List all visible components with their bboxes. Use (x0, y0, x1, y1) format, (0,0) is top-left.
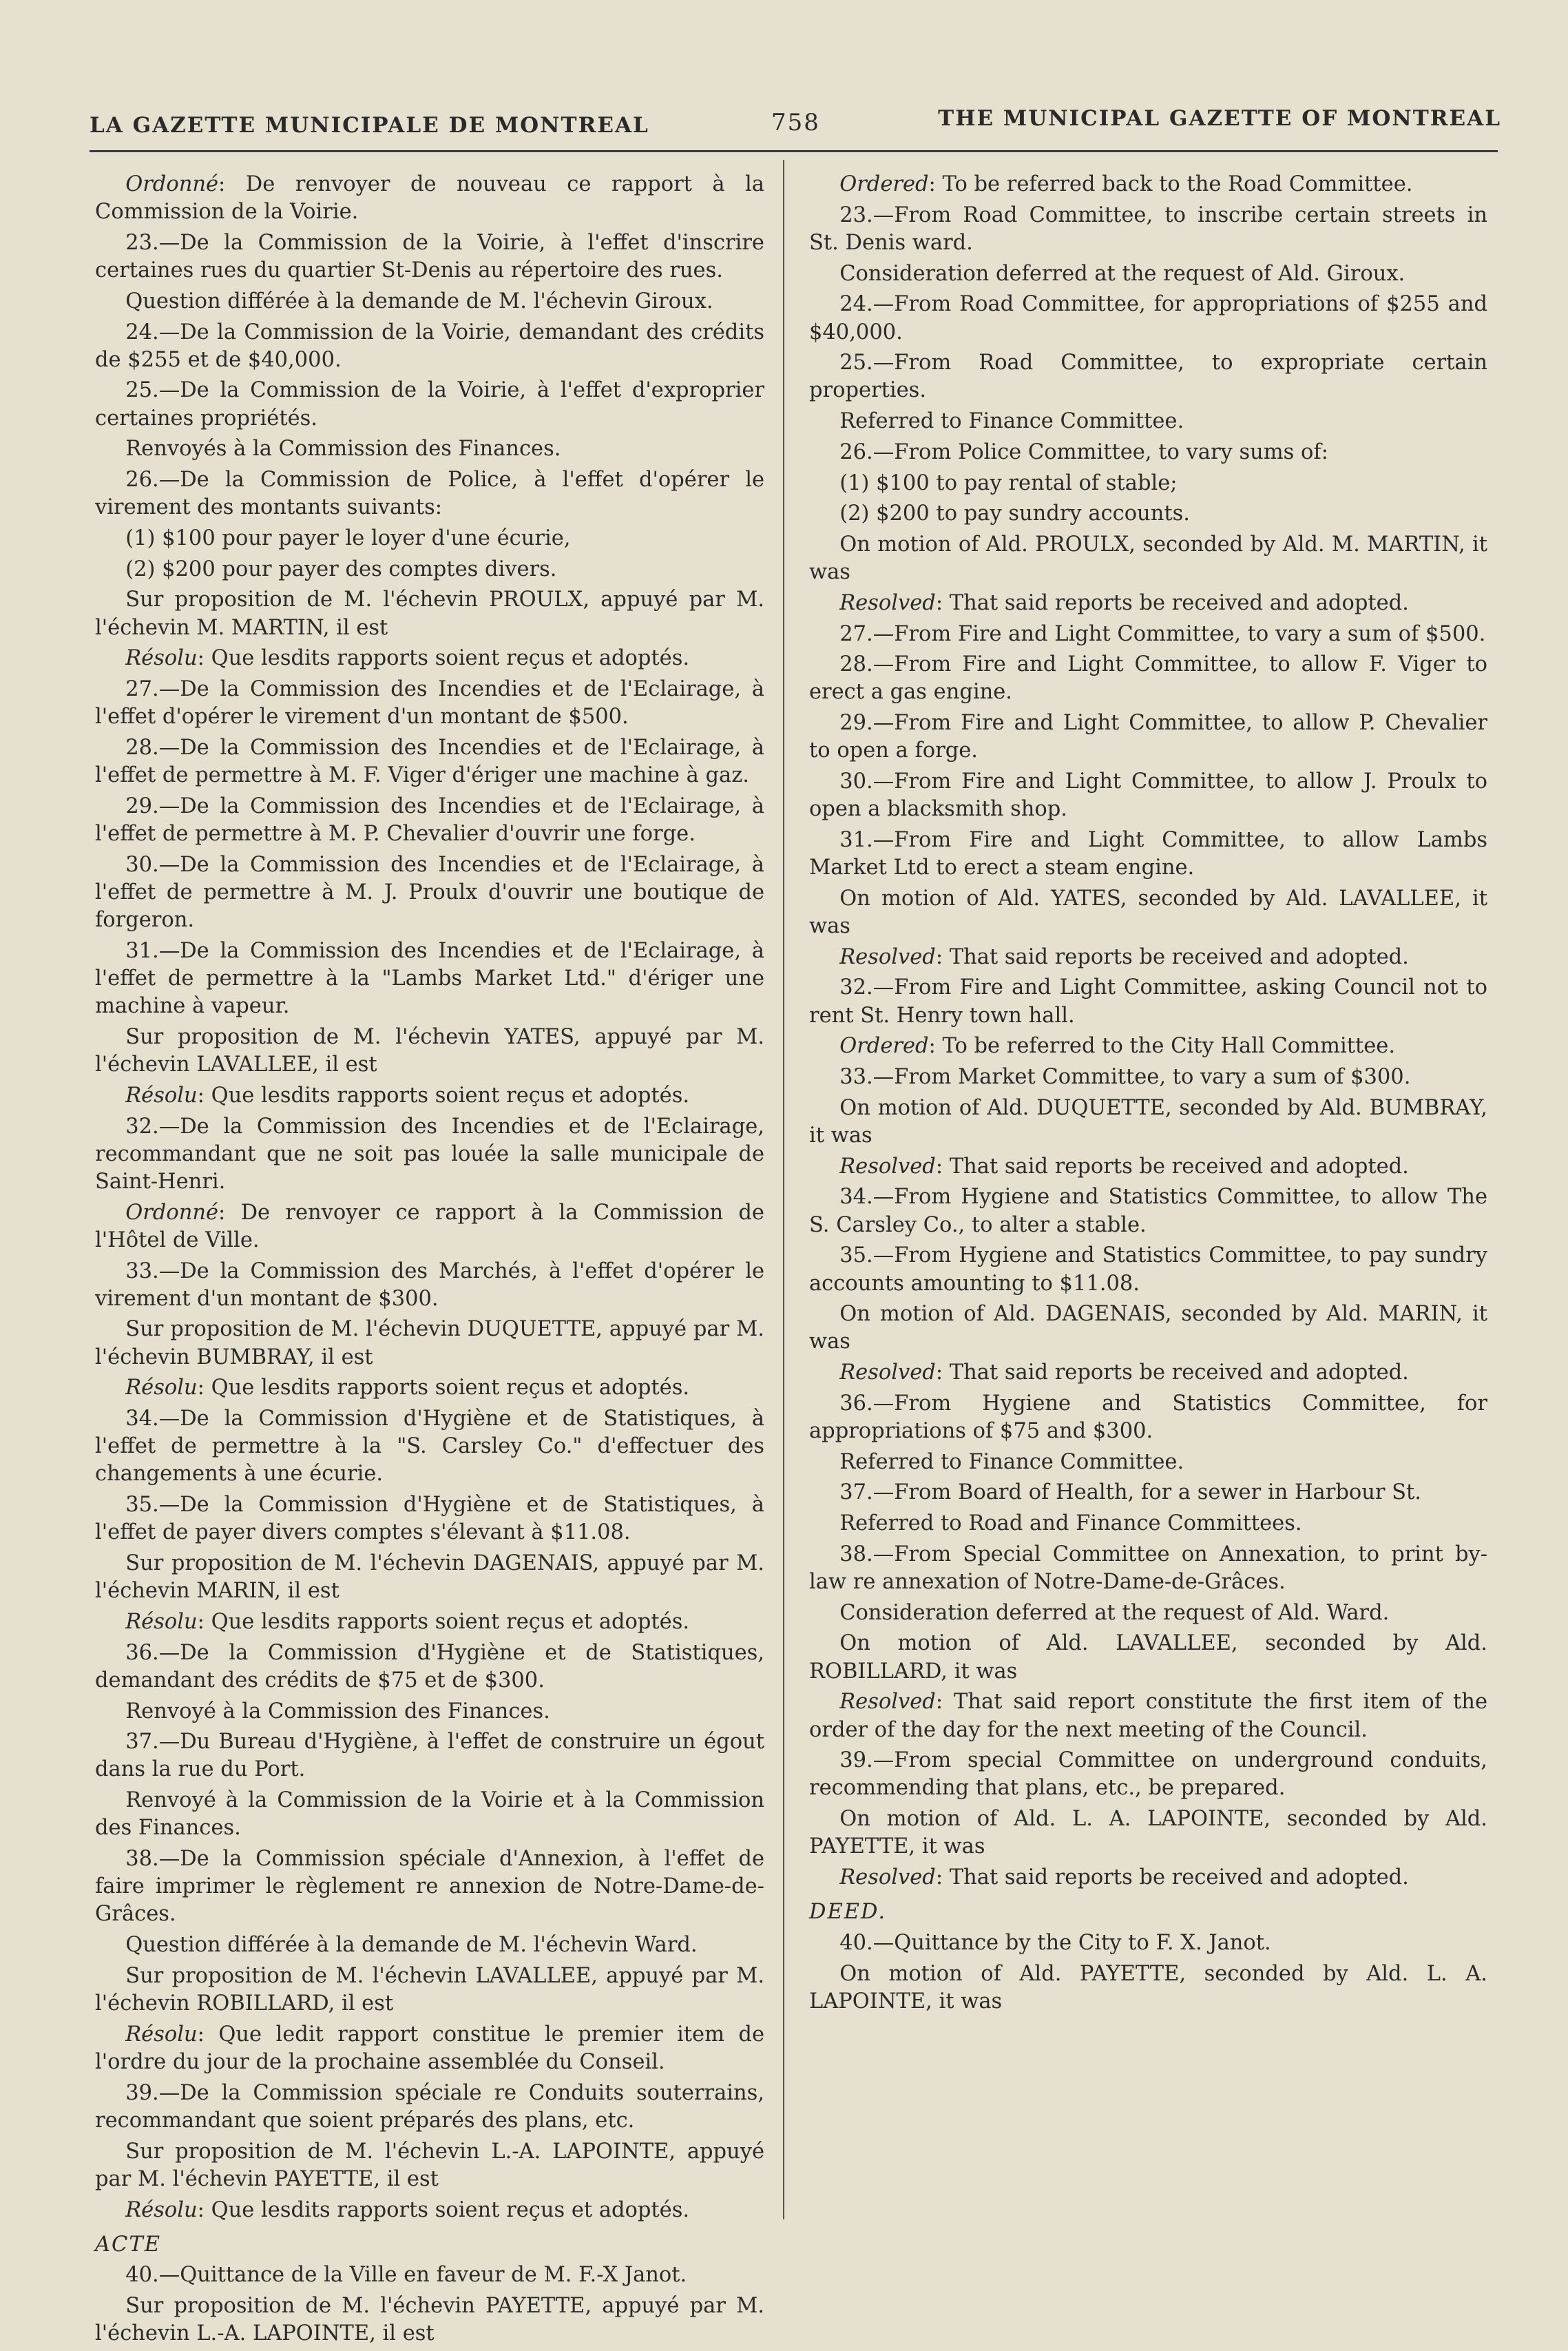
header-right-title: THE MUNICIPAL GAZETTE OF MONTREAL (938, 106, 1501, 131)
paragraph (95, 1931, 764, 1959)
paragraph-text: : To be referred back to the Road Committee. (928, 172, 1413, 196)
paragraph-label: Resolved (839, 1360, 936, 1385)
paragraph (95, 1316, 764, 1371)
paragraph (95, 288, 764, 315)
paragraph (809, 1359, 1487, 1387)
paragraph-text: Sur proposition de M. l'échevin LAVALLEE, appuyé par M. l'échevin ROBILLARD, il est (95, 1963, 764, 2016)
paragraph (95, 1199, 764, 1254)
paragraph-text: 29.—From Fire and Light Committee, to allow P. Chevalier to open a forge. (809, 711, 1487, 763)
paragraph-text: Renvoyés à la Commission des Finances. (125, 437, 561, 462)
paragraph (809, 349, 1487, 404)
paragraph (809, 590, 1487, 617)
paragraph-text: On motion of Ald. PROULX, seconded by Ald. M. MARTIN, it was (809, 532, 1487, 585)
paragraph-text: 24.—From Road Committee, for appropriations of $255 and $40,000. (809, 292, 1487, 344)
paragraph-text: Sur proposition de M. l'échevin DUQUETTE, appuyé par M. l'échevin BUMBRAY, il est (95, 1317, 764, 1369)
paragraph (809, 1960, 1487, 2016)
paragraph-text: : That said reports be received and adopted. (935, 944, 1409, 969)
paragraph-label: Ordered (839, 172, 929, 196)
paragraph-text: On motion of Ald. LAVALLEE, seconded by Ald. ROBILLARD, it was (809, 1631, 1487, 1684)
paragraph-text: Question différée à la demande de M. l'échevin Giroux. (125, 289, 713, 313)
paragraph-text: On motion of Ald. YATES, seconded by Ald. LAVALLEE, it was (809, 886, 1487, 939)
paragraph-text: : That said reports be received and adopted. (935, 1154, 1409, 1179)
paragraph (809, 974, 1487, 1029)
paragraph (95, 556, 764, 583)
paragraph-text: 36.—De la Commission d'Hygiène et de Statistiques, demandant des crédits de $75 et de $300. (95, 1640, 764, 1692)
paragraph (809, 1805, 1487, 1861)
paragraph (809, 1630, 1487, 1685)
paragraph (809, 710, 1487, 765)
paragraph (809, 944, 1487, 971)
paragraph (95, 1787, 764, 1842)
paragraph-text: Renvoyé à la Commission des Finances. (125, 1699, 550, 1723)
paragraph-text: (2) $200 pour payer des comptes divers. (125, 557, 557, 581)
paragraph-text: : That said reports be received and adopted. (935, 1360, 1409, 1385)
paragraph-text: On motion of Ald. L. A. LAPOINTE, seconded by Ald. PAYETTE, it was (809, 1807, 1487, 1859)
paragraph (95, 1608, 764, 1636)
paragraph (95, 1845, 764, 1929)
paragraph-text: Sur proposition de M. l'échevin PAYETTE, appuyé par M. l'échevin L.-A. LAPOINTE, il est (95, 2294, 764, 2346)
paragraph-text: Referred to Finance Committee. (839, 409, 1184, 434)
english-column (809, 171, 1487, 2019)
paragraph-label: Résolu (125, 2197, 198, 2222)
paragraph (95, 525, 764, 552)
paragraph-text: Sur proposition de M. l'échevin PROULX, appuyé par M. l'échevin M. MARTIN, il est (95, 588, 764, 640)
paragraph-text: : Que ledit rapport constitue le premier item de l'ordre du jour de la prochaine assemblée du Conseil. (95, 2022, 764, 2074)
section-heading (809, 1898, 1487, 1926)
paragraph-label: Résolu (125, 1376, 198, 1400)
paragraph-text: Sur proposition de M. l'échevin YATES, appuyé par M. l'échevin LAVALLEE, il est (95, 1024, 764, 1077)
paragraph (95, 1698, 764, 1726)
paragraph (95, 1639, 764, 1695)
paragraph-text: 25.—From Road Committee, to expropriate certain properties. (809, 351, 1487, 403)
paragraph (809, 1747, 1487, 1802)
paragraph-text: Question différée à la demande de M. l'échevin Ward. (125, 1933, 698, 1958)
paragraph (809, 1929, 1487, 1957)
paragraph-label: Résolu (125, 1083, 198, 1108)
paragraph-text: On motion of Ald. DUQUETTE, seconded by Ald. BUMBRAY, it was (809, 1095, 1487, 1148)
paragraph-text: : Que lesdits rapports soient reçus et adoptés. (197, 2197, 690, 2222)
paragraph (95, 171, 764, 226)
paragraph (95, 645, 764, 672)
paragraph-text: 39.—De la Commission spéciale re Conduits souterrains, recommandant que soient préparés des plans, etc. (95, 2080, 764, 2133)
page-header (90, 103, 1501, 145)
paragraph (809, 1688, 1487, 1743)
paragraph-text: 27.—From Fire and Light Committee, to vary a sum of $500. (839, 621, 1486, 646)
header-rule (90, 150, 1498, 152)
paragraph-text: : Que lesdits rapports soient reçus et adoptés. (197, 1083, 690, 1108)
paragraph-text: 32.—From Fire and Light Committee, asking Council not to rent St. Henry town hall. (809, 975, 1487, 1028)
french-column (95, 171, 764, 2351)
paragraph-text: On motion of Ald. DAGENAIS, seconded by Ald. MARIN, it was (809, 1302, 1487, 1354)
paragraph (95, 1550, 764, 1605)
paragraph-text: : Que lesdits rapports soient reçus et adoptés. (197, 1609, 690, 1634)
paragraph (809, 470, 1487, 497)
paragraph-label: Resolved (839, 590, 936, 615)
paragraph (95, 1082, 764, 1110)
paragraph-text: : That said report constitute the first item of the order of the day for the next meeting of the Council. (809, 1690, 1487, 1742)
paragraph (95, 466, 764, 521)
paragraph-text: : Que lesdits rapports soient reçus et adoptés. (197, 1376, 690, 1400)
column-divider (783, 160, 784, 2219)
paragraph (809, 885, 1487, 940)
paragraph-text: Consideration deferred at the request of Ald. Ward. (839, 1600, 1390, 1625)
paragraph (809, 1541, 1487, 1596)
paragraph-text: 23.—De la Commission de la Voirie, à l'effet d'inscrire certaines rues du quartier St-Denis au répertoire des rues. (95, 230, 764, 283)
section-heading (95, 2231, 764, 2259)
paragraph-text: Consideration deferred at the request of Ald. Giroux. (839, 261, 1405, 286)
paragraph-text: : To be referred to the City Hall Committee. (928, 1034, 1396, 1059)
paragraph (95, 1728, 764, 1783)
paragraph-text: 27.—De la Commission des Incendies et de l'Eclairage, à l'effet d'opérer le virement d'un montant de $500. (95, 676, 764, 729)
paragraph (95, 435, 764, 463)
paragraph (95, 676, 764, 731)
paragraph-text: (1) $100 to pay rental of stable; (839, 470, 1178, 495)
paragraph-text: 35.—From Hygiene and Statistics Committee, to pay sundry accounts amounting to $11.08. (809, 1243, 1487, 1296)
paragraph-text: 36.—From Hygiene and Statistics Committee, for appropriations of $75 and $300. (809, 1391, 1487, 1444)
paragraph (809, 651, 1487, 706)
paragraph (95, 2138, 764, 2193)
paragraph (95, 229, 764, 284)
paragraph (809, 1301, 1487, 1356)
paragraph-text: Sur proposition de M. l'échevin DAGENAIS, appuyé par M. l'échevin MARIN, il est (95, 1551, 764, 1604)
paragraph (95, 319, 764, 374)
paragraph (95, 1962, 764, 2018)
paragraph (809, 1095, 1487, 1150)
paragraph-text: 31.—From Fire and Light Committee, to allow Lambs Market Ltd to erect a steam engine. (809, 827, 1487, 880)
paragraph (809, 202, 1487, 257)
paragraph (95, 1491, 764, 1546)
paragraph (809, 1242, 1487, 1297)
paragraph (95, 2080, 764, 2135)
paragraph-label: Resolved (839, 944, 936, 969)
paragraph-text: 23.—From Road Committee, to inscribe certain streets in St. Denis ward. (809, 203, 1487, 255)
paragraph (809, 531, 1487, 586)
paragraph-text: 33.—De la Commission des Marchés, à l'effet d'opérer le virement d'un montant de $300. (95, 1259, 764, 1311)
paragraph-label: Ordonné (125, 172, 219, 196)
paragraph-text: 29.—De la Commission des Incendies et de l'Eclairage, à l'effet de permettre à M. P. Chevalier d'ouvrir une forge. (95, 794, 764, 846)
paragraph (809, 768, 1487, 823)
paragraph (95, 2261, 764, 2289)
paragraph (809, 1183, 1487, 1239)
paragraph (809, 439, 1487, 466)
paragraph-text: Sur proposition de M. l'échevin L.-A. LAPOINTE, appuyé par M. l'échevin PAYETTE, il est (95, 2139, 764, 2191)
paragraph-text: On motion of Ald. PAYETTE, seconded by Ald. L. A. LAPOINTE, it was (809, 1961, 1487, 2013)
paragraph (95, 586, 764, 641)
paragraph-text: Referred to Road and Finance Committees. (839, 1511, 1302, 1536)
paragraph-text: 33.—From Market Committee, to vary a sum of $300. (839, 1065, 1411, 1090)
paragraph (95, 2292, 764, 2348)
paragraph (95, 1258, 764, 1313)
paragraph (809, 621, 1487, 648)
paragraph-text: DEED. (809, 1900, 887, 1925)
paragraph-text: 37.—Du Bureau d'Hygiène, à l'effet de construire un égout dans la rue du Port. (95, 1730, 764, 1782)
paragraph-text: : De renvoyer ce rapport à la Commission de l'Hôtel de Ville. (95, 1200, 764, 1252)
paragraph-text: 25.—De la Commission de la Voirie, à l'effet d'exproprier certaines propriétés. (95, 378, 764, 431)
paragraph (809, 500, 1487, 528)
paragraph-text: 32.—De la Commission des Incendies et de l'Eclairage, recommandant que ne soit pas louée la salle municipale de Saint-Henri. (95, 1114, 764, 1194)
paragraph-text: 39.—From special Committee on underground conduits, recommending that plans, etc., be prepared. (809, 1748, 1487, 1801)
paragraph-text: Referred to Finance Committee. (839, 1449, 1184, 1474)
paragraph (809, 1033, 1487, 1060)
paragraph-label: Ordered (839, 1034, 929, 1059)
paragraph (95, 2021, 764, 2076)
paragraph-label: Résolu (125, 2022, 198, 2047)
paragraph (809, 1390, 1487, 1445)
paragraph-text: 35.—De la Commission d'Hygiène et de Statistiques, à l'effet de payer divers comptes s'élevant à $11.08. (95, 1493, 764, 1545)
paragraph (809, 1864, 1487, 1892)
paragraph (809, 291, 1487, 346)
paragraph (95, 2197, 764, 2224)
paragraph (809, 408, 1487, 435)
paragraph (809, 1153, 1487, 1181)
paragraph-text: (2) $200 to pay sundry accounts. (839, 501, 1190, 526)
paragraph-text: : That said reports be received and adopted. (935, 590, 1409, 615)
paragraph-text: 26.—From Police Committee, to vary sums of: (839, 439, 1328, 464)
paragraph (95, 377, 764, 432)
paragraph (809, 1064, 1487, 1091)
paragraph (809, 1599, 1487, 1627)
paragraph-text: 30.—From Fire and Light Committee, to allow J. Proulx to open a blacksmith shop. (809, 769, 1487, 822)
paragraph-text: Renvoyé à la Commission de la Voirie et à la Commission des Finances. (95, 1788, 764, 1841)
paragraph (95, 1024, 764, 1079)
paragraph-text: 34.—De la Commission d'Hygiène et de Statistiques, à l'effet de permettre à la "S. Carsley Co." d'effectuer des changements à une écurie. (95, 1407, 764, 1487)
paragraph-text: 26.—De la Commission de Police, à l'effet d'opérer le virement des montants suivants: (95, 468, 764, 520)
paragraph (95, 1374, 764, 1402)
paragraph (809, 827, 1487, 882)
paragraph (809, 260, 1487, 288)
header-left-title: LA GAZETTE MUNICIPALE DE MONTREAL (90, 113, 649, 138)
paragraph (95, 793, 764, 848)
paragraph-text: 40.—Quittance de la Ville en faveur de M. F.-X Janot. (125, 2263, 687, 2288)
paragraph-text: 30.—De la Commission des Incendies et de l'Eclairage, à l'effet de permettre à M. J. Proulx d'ouvrir une boutique de forgeron. (95, 852, 764, 933)
page-number: 758 (771, 109, 820, 136)
paragraph-text: 31.—De la Commission des Incendies et de l'Eclairage, à l'effet de permettre à la "Lambs Market Ltd." d'ériger une machine à vapeur. (95, 938, 764, 1019)
paragraph (809, 171, 1487, 198)
paragraph (95, 734, 764, 789)
paragraph-text: 28.—From Fire and Light Committee, to allow F. Viger to erect a gas engine. (809, 652, 1487, 705)
paragraph-text: 34.—From Hygiene and Statistics Committee, to allow The S. Carsley Co., to alter a stable. (809, 1185, 1487, 1237)
paragraph (809, 1510, 1487, 1537)
paragraph-text: 37.—From Board of Health, for a sewer in Harbour St. (839, 1480, 1421, 1505)
paragraph-text: 40.—Quittance by the City to F. X. Janot. (839, 1930, 1271, 1955)
paragraph (95, 1405, 764, 1489)
paragraph-text: ACTE (95, 2232, 161, 2257)
paragraph-text: : Que lesdits rapports soient reçus et adoptés. (197, 646, 690, 671)
paragraph-text: : De renvoyer de nouveau ce rapport à la Commission de la Voirie. (95, 172, 764, 225)
paragraph (95, 938, 764, 1021)
paragraph-label: Resolved (839, 1690, 936, 1715)
paragraph (809, 1449, 1487, 1476)
paragraph-text: (1) $100 pour payer le loyer d'une écurie, (125, 526, 571, 550)
paragraph-label: Résolu (125, 646, 198, 671)
paragraph-label: Résolu (125, 1609, 198, 1634)
paragraph-text: 38.—From Special Committee on Annexation, to print by-law re annexation of Notre-Dame-de-Grâces. (809, 1542, 1487, 1595)
paragraph-label: Ordonné (125, 1200, 219, 1225)
paragraph (809, 1479, 1487, 1506)
paragraph (95, 851, 764, 935)
paragraph-text: : That said reports be received and adopted. (935, 1865, 1409, 1890)
paragraph-label: Resolved (839, 1865, 936, 1890)
paragraph (95, 1113, 764, 1197)
paragraph-text: 38.—De la Commission spéciale d'Annexion, à l'effet de faire imprimer le règlement re annexion de Notre-Dame-de-Grâces. (95, 1847, 764, 1927)
paragraph-text: 28.—De la Commission des Incendies et de l'Eclairage, à l'effet de permettre à M. F. Viger d'ériger une machine à gaz. (95, 735, 764, 788)
paragraph-text: 24.—De la Commission de la Voirie, demandant des crédits de $255 et de $40,000. (95, 320, 764, 372)
paragraph-label: Resolved (839, 1154, 936, 1179)
